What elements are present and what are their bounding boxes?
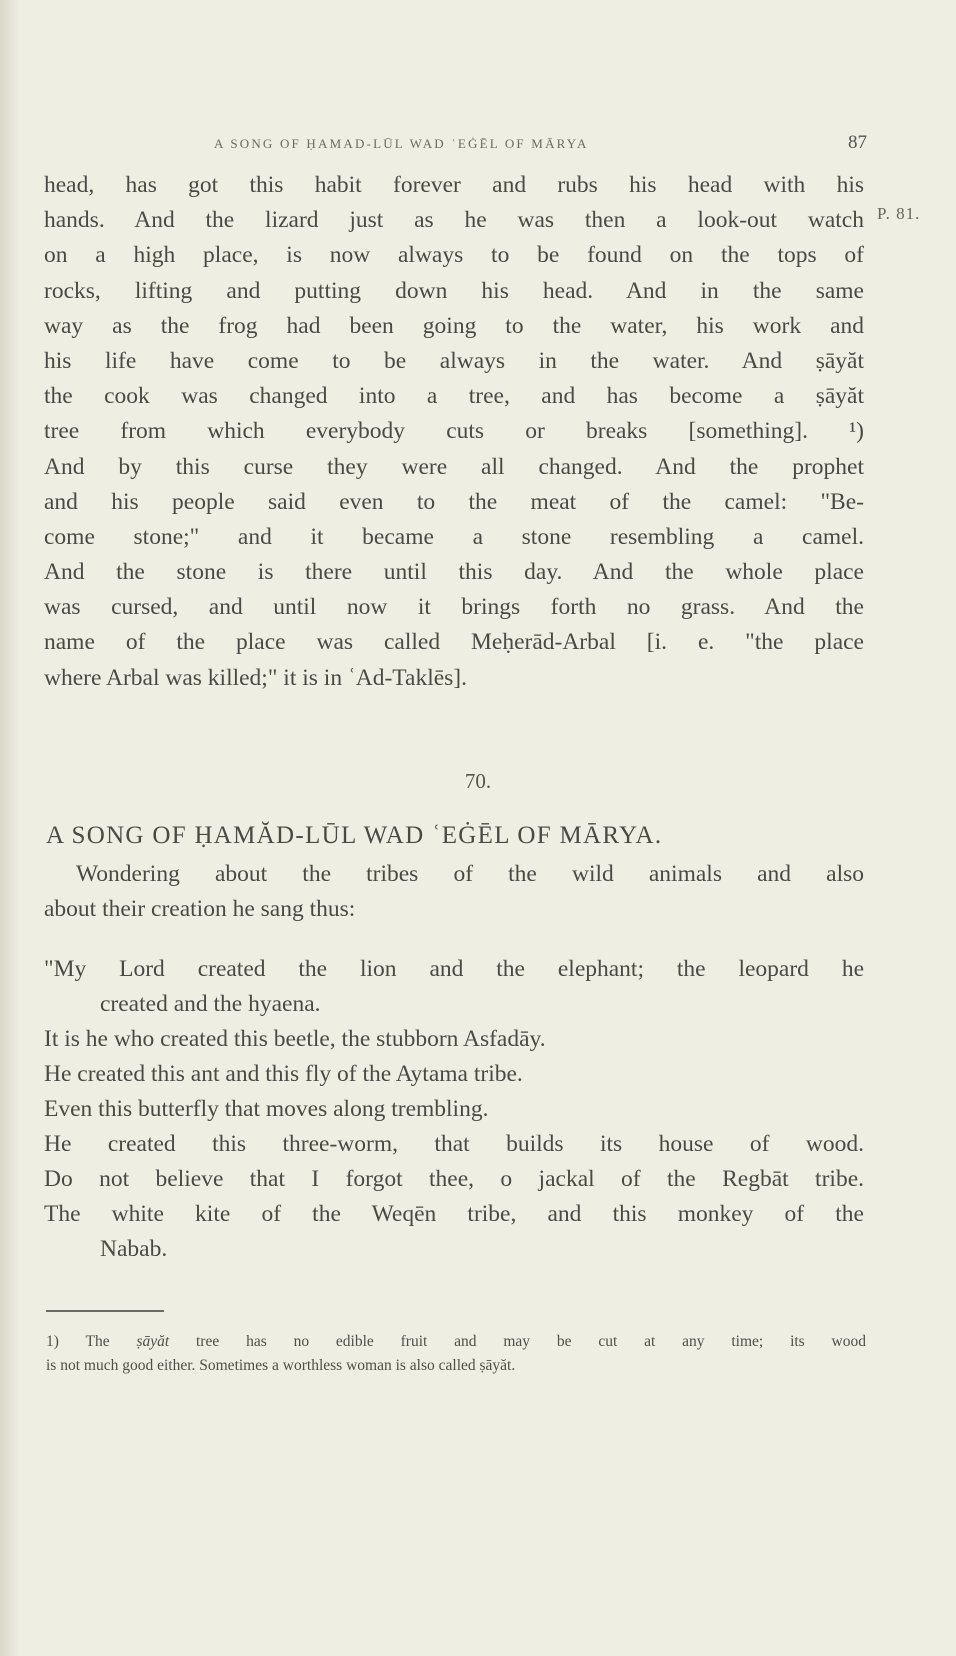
text-line: where Arbal was killed;" it is in ʿAd-Taklēs]. [44,664,468,691]
text-line: and his people said even to the meat of the camel: "Be- [44,488,864,515]
verse-line: "My Lord created the lion and the elephant; the leopard he [44,956,864,982]
intro-line: Wondering about the tribes of the wild animals and also [76,861,864,887]
footnote-prefix: The [85,1333,110,1350]
footnote-text: tree has no edible fruit and may be cut at any time; its wood [196,1333,866,1350]
text-line: was cursed, and until now it brings forth no grass. And the [44,594,864,621]
footnote-line [46,1330,866,1354]
verse-line: He created this ant and this fly of the Aytama tribe. [44,1061,523,1087]
text-line: way as the frog had been going to the water, his work and [44,312,864,339]
footnote-divider [46,1310,164,1312]
running-head [0,132,956,160]
text-line: his life have come to be always in the water. And ṣāyăt [44,347,864,374]
text-line: the cook was changed into a tree, and has become a ṣāyăt [44,383,864,410]
text-line: come stone;" and it became a stone resembling a camel. [44,523,864,550]
text-line: tree from which everybody cuts or breaks [something]. ¹) [44,418,864,445]
verse-line: Do not believe that I forgot thee, o jackal of the Regbāt tribe. [44,1166,864,1192]
footnote [46,1330,866,1378]
text-line: rocks, lifting and putting down his head. And in the same [44,277,864,304]
running-title: A SONG OF ḤAMAD-LŪL WAD ʿEĠĒL OF MĀRYA [214,136,589,151]
body-paragraph [44,168,864,696]
song-verses [44,952,864,1267]
footnote-number: 1) [46,1333,59,1350]
page-number: 87 [848,132,867,153]
intro-line: about their creation he sang thus: [44,896,356,922]
song-intro [44,857,864,927]
margin-page-reference: P. 81. [877,204,921,223]
verse-line: He created this three-worm, that builds its house of wood. [44,1131,864,1157]
text-line: name of the place was called Meḥerād-Arbal [i. e. "the place [44,629,864,656]
page-edge-shadow [0,0,20,1656]
verse-line: created and the hyaena. [100,991,321,1017]
text-line: hands. And the lizard just as he was then a look-out watch [44,207,864,234]
section-number: 70. [464,769,492,793]
text-line: And by this curse they were all changed. And the prophet [44,453,864,480]
text-line: head, has got this habit forever and rubs his head with his [44,172,864,198]
song-title: A SONG OF ḤAMĂD-LŪL WAD ʿEĠĒL OF MĀRYA. [46,822,663,849]
text-line: And the stone is there until this day. And the whole place [44,559,864,586]
text-line: on a high place, is now always to be found on the tops of [44,242,864,269]
verse-line: It is he who created this beetle, the stubborn Asfadāy. [44,1026,546,1052]
footnote-line: is not much good either. Sometimes a worthless woman is also called ṣāyăt. [46,1357,516,1374]
verse-line: Nabab. [100,1236,168,1262]
footnote-term: ṣāyăt [136,1333,170,1350]
verse-line: The white kite of the Weqēn tribe, and this monkey of the [44,1201,864,1227]
verse-line: Even this butterfly that moves along trembling. [44,1096,489,1122]
